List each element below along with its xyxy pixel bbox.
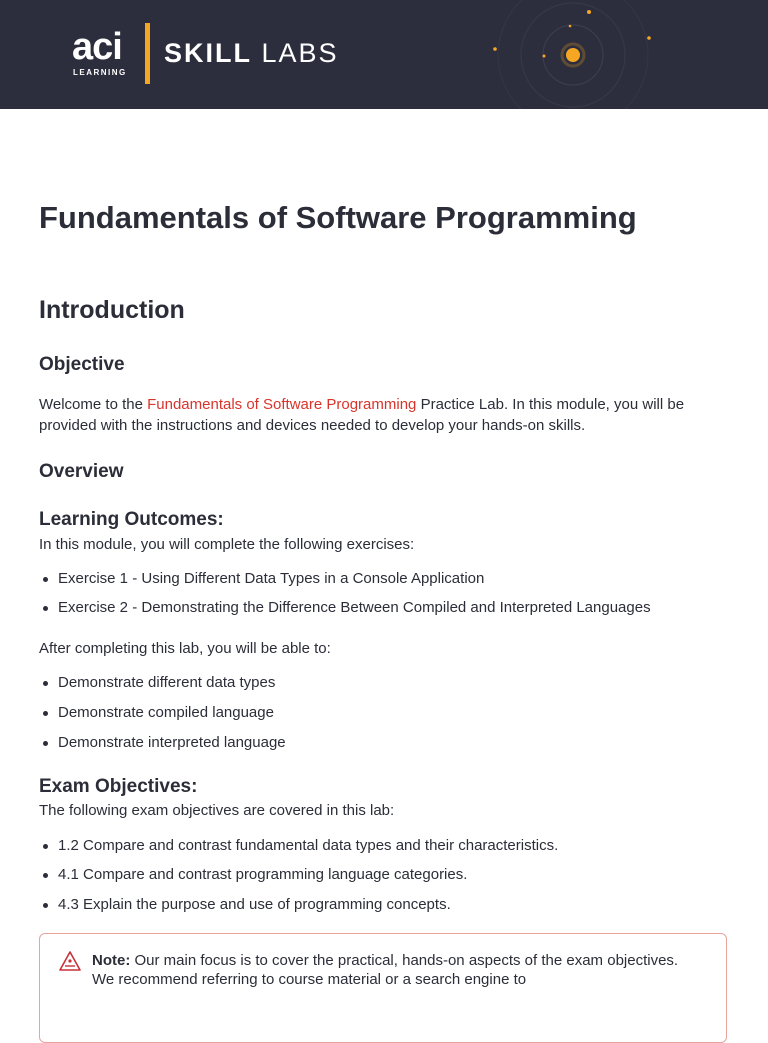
objective-heading: Objective bbox=[39, 354, 125, 375]
note-text bbox=[92, 951, 692, 989]
aci-logo-subtitle: LEARNING bbox=[73, 68, 127, 77]
exam-objectives-list bbox=[39, 835, 729, 915]
list-item: Demonstrate interpreted language bbox=[39, 732, 729, 753]
product-name bbox=[164, 38, 339, 68]
learning-outcomes-heading: Learning Outcomes: bbox=[39, 509, 224, 530]
exercise-list bbox=[39, 568, 729, 618]
list-item: 1.2 Compare and contrast fundamental data types and their characteristics. bbox=[39, 835, 729, 856]
course-link[interactable]: Fundamentals of Software Programming bbox=[147, 396, 417, 413]
objective-text-before: Welcome to the bbox=[39, 396, 148, 413]
list-item: Exercise 1 - Using Different Data Types in a Console Application bbox=[39, 568, 729, 589]
objective-text-after: Practice Lab. In this module, you will be provided with the instructions and devices needed to develop your hands-on skills. bbox=[39, 396, 685, 434]
exam-objectives-intro: The following exam objectives are covered in this lab: bbox=[39, 802, 395, 819]
after-completing-text: After completing this lab, you will be able to: bbox=[39, 640, 331, 657]
aci-logo: aci bbox=[72, 26, 122, 68]
list-item: 4.1 Compare and contrast programming language categories. bbox=[39, 864, 729, 885]
logo-divider bbox=[145, 23, 150, 84]
warning-triangle-icon bbox=[58, 950, 82, 972]
introduction-heading: Introduction bbox=[39, 296, 185, 324]
objective-text bbox=[39, 394, 729, 436]
product-name-bold: SKILL bbox=[164, 38, 252, 68]
abilities-list bbox=[39, 672, 729, 753]
list-item: Demonstrate compiled language bbox=[39, 702, 729, 723]
list-item: Exercise 2 - Demonstrating the Difference Between Compiled and Interpreted Languages bbox=[39, 597, 729, 618]
overview-heading: Overview bbox=[39, 461, 124, 482]
product-name-light: LABS bbox=[261, 38, 339, 68]
note-body: Our main focus is to cover the practical, hands-on aspects of the exam objectives. We recommend referring to course material or a search engine to bbox=[92, 952, 679, 988]
header-banner bbox=[0, 0, 768, 109]
list-item: Demonstrate different data types bbox=[39, 672, 729, 693]
orbit-graphic bbox=[470, 0, 670, 109]
list-item: 4.3 Explain the purpose and use of programming concepts. bbox=[39, 894, 729, 915]
page-title: Fundamentals of Software Programming bbox=[39, 200, 637, 235]
exam-objectives-heading: Exam Objectives: bbox=[39, 776, 198, 797]
learning-outcomes-intro: In this module, you will complete the following exercises: bbox=[39, 536, 415, 553]
note-label: Note: bbox=[92, 952, 131, 969]
note-box bbox=[39, 933, 727, 1043]
